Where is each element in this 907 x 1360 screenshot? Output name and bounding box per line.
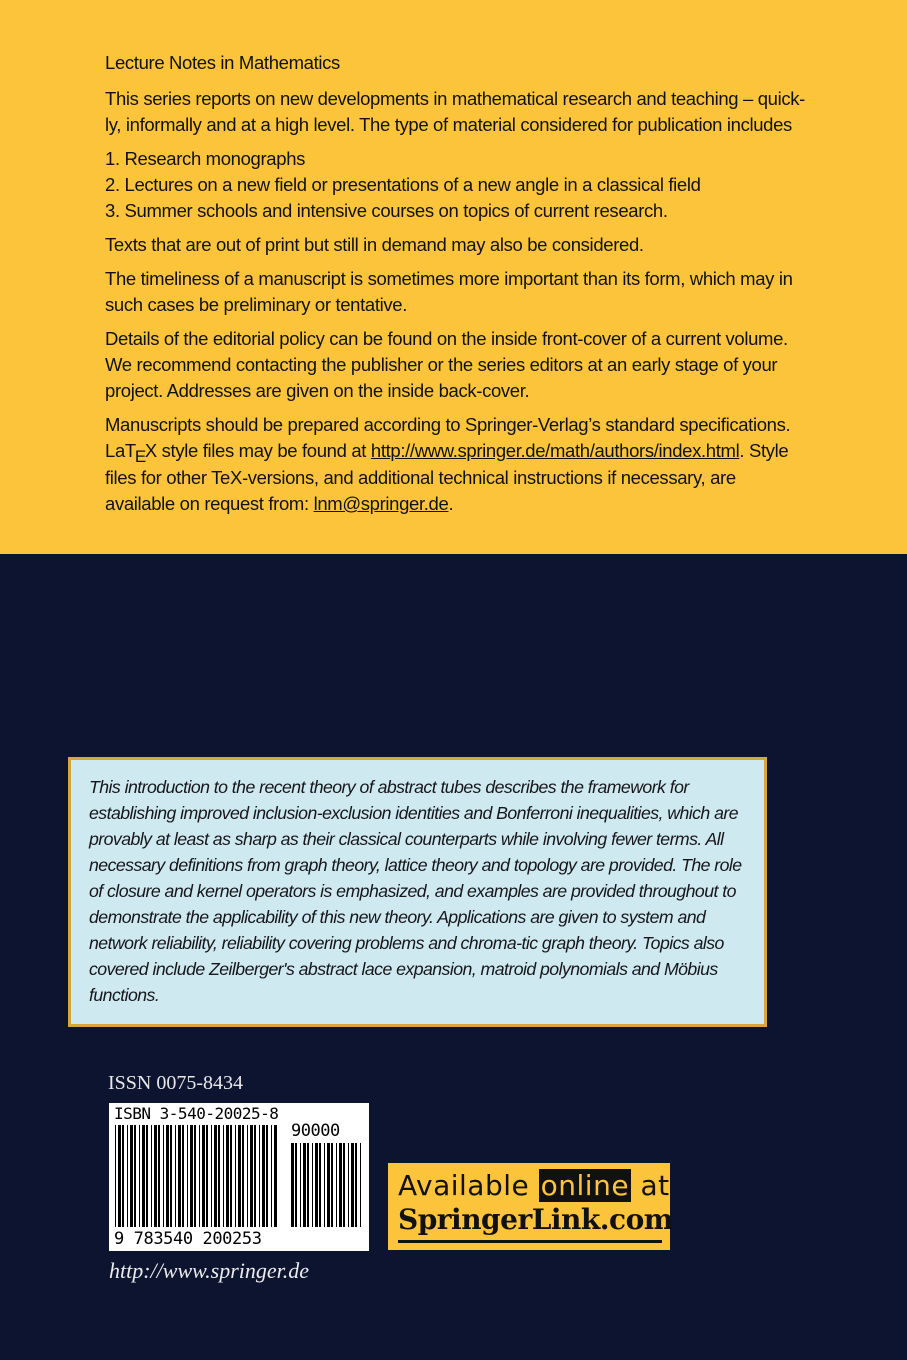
list-item: 3. Summer schools and intensive courses on topics of current research. <box>105 200 668 221</box>
manuscripts-line: Manuscripts should be prepared according to Springer-Verlag’s standard specifications. <box>105 414 791 435</box>
editorial-details-paragraph: Details of the editorial policy can be found on the inside front-cover of a current volume. We recommend contacting the publisher or the series editors at an early stage of your project. Addresses are given on the inside back-cover. <box>105 328 788 401</box>
series-info-text <box>105 50 805 525</box>
latex-files-link[interactable]: http://www.springer.de/math/authors/index.html <box>370 440 740 461</box>
isbn-number: ISBN 3-540-20025-8 <box>114 1104 279 1123</box>
manuscripts-paragraph: Manuscripts should be prepared according to Springer-Verlag’s standard specifications. LaTEX style files may be found at http://www.springer.de/math/authors/index.html. Style files for other TeX-versions, and additional technical instructions if necessary, are available on request from: lnm@springer.de. <box>105 414 791 514</box>
isbn-barcode <box>109 1103 369 1251</box>
series-title: Lecture Notes in Mathematics <box>105 52 340 73</box>
list-item: 2. Lectures on a new field or presentations of a new angle in a classical field <box>105 174 701 195</box>
ean-digits: 9 783540 200253 <box>114 1229 262 1249</box>
springerlink-brand: SpringerLink.com <box>398 1203 673 1236</box>
price-code: 90000 <box>291 1121 340 1141</box>
series-intro: This series reports on new developments in mathematical research and teaching – quick-ly, informally and at a high level. The type of material considered for publication includes <box>105 88 805 135</box>
publisher-website: http://www.springer.de <box>109 1258 310 1283</box>
latex-logo: LaTEX <box>105 440 157 466</box>
issn-label: ISSN 0075-8434 <box>108 1072 244 1094</box>
series-info-panel <box>0 0 907 554</box>
style-files-text: Style files for other TeX-versions, and additional technical instructions if necessary, are available on request from: <box>105 440 789 514</box>
timeliness-paragraph: The timeliness of a manuscript is sometimes more important than its form, which may in such cases be preliminary or tentative. <box>105 268 793 315</box>
available-online-text: Available online at <box>398 1169 670 1202</box>
email-link[interactable]: lnm@springer.de <box>313 493 449 514</box>
material-list <box>105 146 805 224</box>
springerlink-underline <box>398 1240 662 1243</box>
out-of-print-paragraph: Texts that are out of print but still in demand may also be considered. <box>105 234 644 255</box>
book-description-box <box>68 757 767 1027</box>
book-description: This introduction to the recent theory of abstract tubes describes the framework for establishing improved inclusion-exclusion identities and Bonferroni inequalities, which are provably at least as sharp as their classical counterparts while involving fewer terms. All necessary definitions from graph theory, lattice theory and topology are provided. The role of closure and kernel operators is emphasized, and examples are provided throughout to demonstrate the applicability of this new theory. Applications are given to system and network reliability, reliability covering problems and chroma-tic graph theory. Topics also covered include Zeilberger's abstract lace expansion, matroid polynomials and Möbius functions. <box>89 777 742 1005</box>
list-item: 1. Research monographs <box>105 148 306 169</box>
springerlink-logo <box>388 1163 673 1250</box>
